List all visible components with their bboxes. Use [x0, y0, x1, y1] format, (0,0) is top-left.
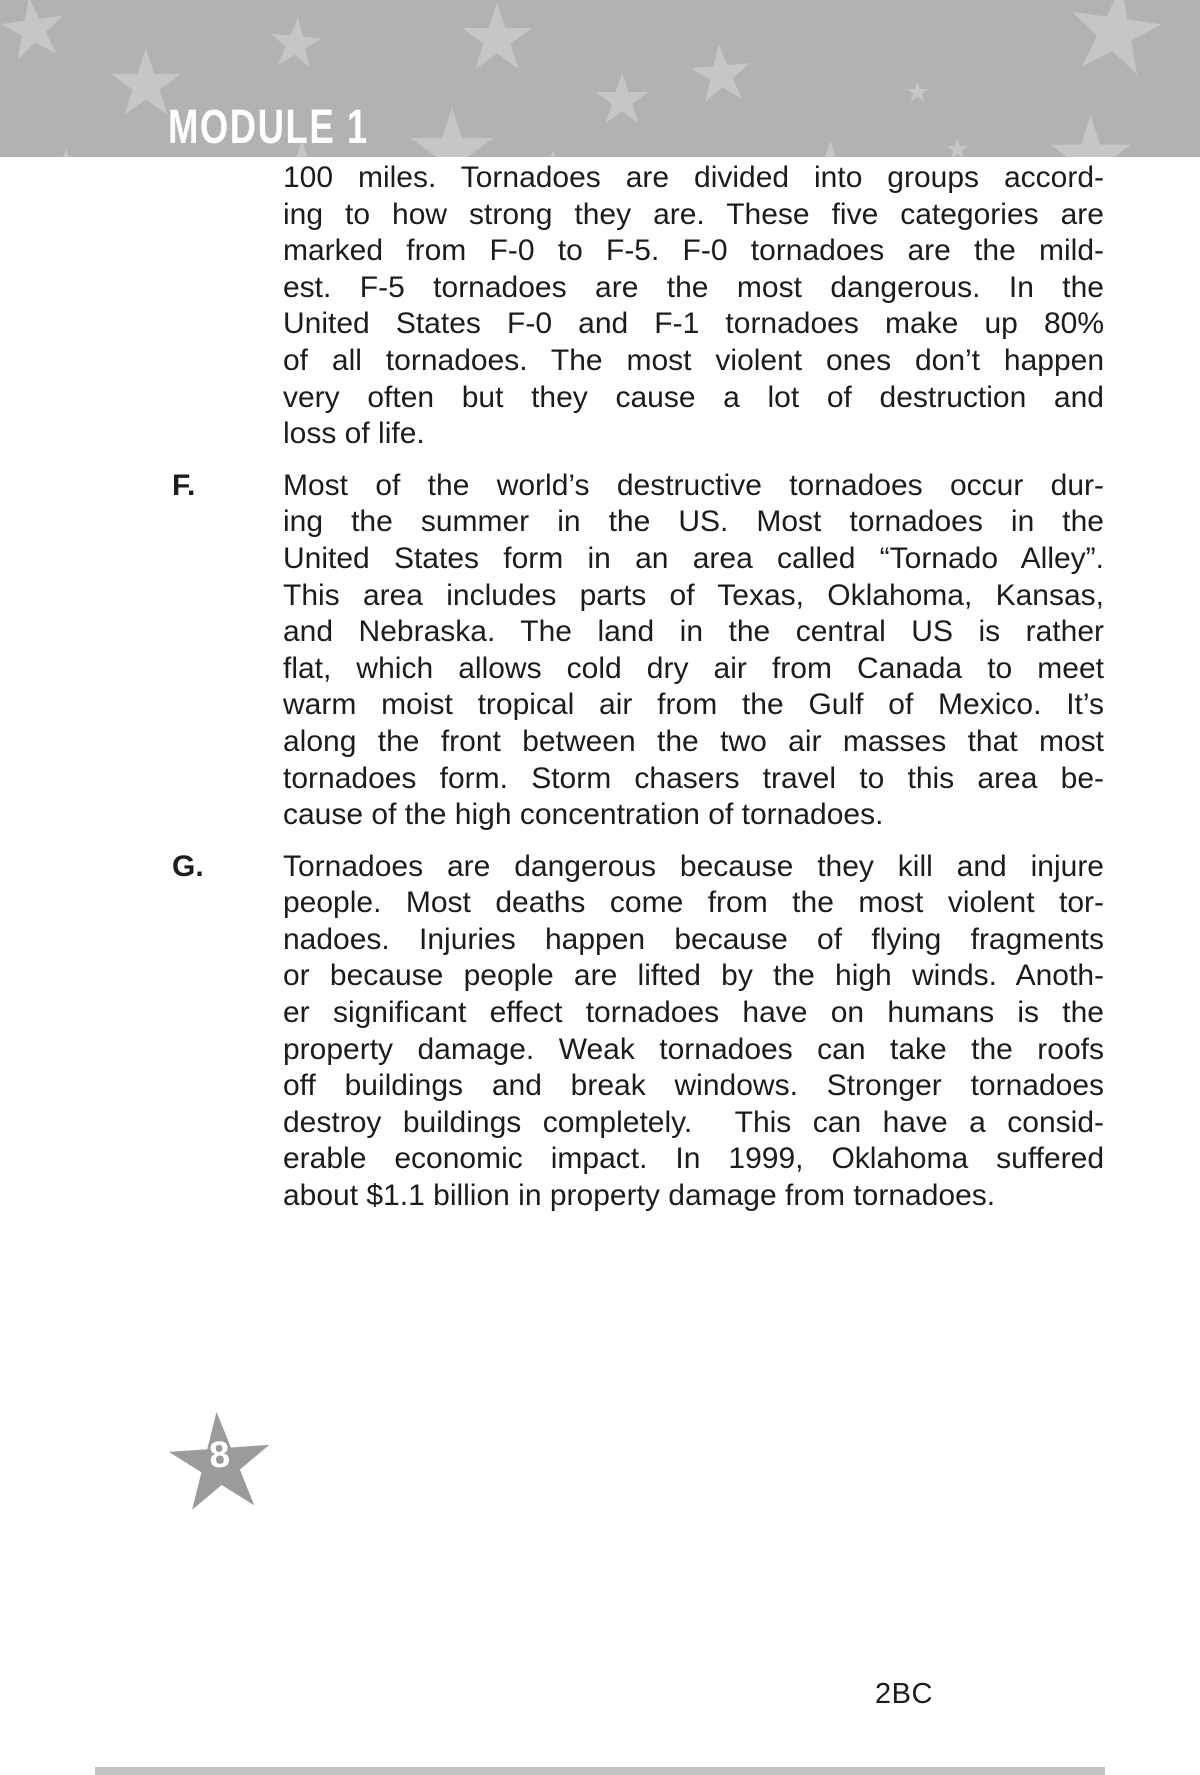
module-header-banner [0, 0, 1200, 157]
text-line: of all tornadoes. The most violent ones don’t happen [283, 343, 1104, 377]
text-line: tornadoes form. Storm chasers travel to this area be- [283, 761, 1104, 795]
text-line: loss of life. [283, 417, 425, 451]
module-title: MODULE 1 [168, 101, 369, 154]
text-line: 100 miles. Tornadoes are divided into groups accord- [283, 161, 1104, 194]
text-line: Most of the world’s destructive tornadoes occur dur- [283, 468, 1104, 502]
paragraph [172, 468, 1104, 834]
paragraph-label: G. [172, 849, 204, 883]
page-number: 8 [207, 1433, 232, 1476]
star-icon [30, 148, 102, 157]
star-icon [460, 2, 534, 70]
text-line: off buildings and break windows. Stronger tornadoes [283, 1069, 1104, 1103]
text-line: ing the summer in the US. Most tornadoes in the [283, 505, 1104, 539]
text-line: est. F-5 tornadoes are the most dangerous. In the [283, 270, 1104, 304]
text-line: ing to how strong they are. These five categories are [283, 197, 1104, 231]
star-icon [1048, 115, 1133, 157]
text-line: marked from F-0 to F-5. F-0 tornadoes are the mild- [283, 234, 1104, 268]
star-icon [594, 72, 650, 124]
star-icon [688, 41, 755, 103]
text-line: United States form in an area called “Tornado Alley”. [283, 541, 1104, 575]
page-number-star [164, 1406, 277, 1516]
text-line: very often but they cause a lot of destruction and [283, 380, 1104, 414]
text-line: or because people are lifted by the high winds. Anoth- [283, 959, 1104, 993]
text-line: United States F-0 and F-1 tornadoes make up 80% [283, 307, 1104, 341]
text-line: nadoes. Injuries happen because of flying fragments [283, 922, 1104, 956]
text-line: Tornadoes are dangerous because they kill and injure [283, 849, 1104, 883]
text-line: along the front between the two air masses that most [283, 724, 1104, 758]
text-block [172, 160, 1104, 1215]
text-line: about $1.1 billion in property damage from tornadoes. [283, 1179, 996, 1213]
star-icon [1062, 0, 1168, 78]
star-icon [906, 81, 929, 102]
text-line: erable economic impact. In 1999, Oklahoma suffered [283, 1142, 1104, 1176]
text-line: flat, which allows cold dry air from Canada to meet [283, 651, 1104, 685]
star-icon [523, 150, 583, 157]
paragraph [172, 849, 1104, 1215]
star-icon [793, 140, 868, 157]
footer-rule [95, 1767, 1105, 1775]
footer-code: 2BC [875, 1678, 933, 1710]
star-icon [946, 138, 969, 157]
text-line: and Nebraska. The land in the central US is rather [283, 615, 1104, 649]
paragraph-label: F. [172, 468, 196, 502]
star-icon [0, 0, 70, 61]
text-line: cause of the high concentration of tornadoes. [283, 798, 884, 832]
text-line: er significant effect tornadoes have on humans is the [283, 996, 1104, 1030]
text-line: warm moist tropical air from the Gulf of Mexico. It’s [283, 688, 1104, 722]
text-line: people. Most deaths come from the most violent tor- [283, 886, 1104, 920]
paragraph [283, 160, 1104, 453]
text-line: property damage. Weak tornadoes can take the roofs [283, 1032, 1104, 1066]
text-line: This area includes parts of Texas, Oklahoma, Kansas, [283, 578, 1104, 612]
text-line: destroy buildings completely. This can have a consid- [283, 1105, 1104, 1139]
star-icon [408, 107, 496, 157]
star-icon [267, 15, 325, 70]
